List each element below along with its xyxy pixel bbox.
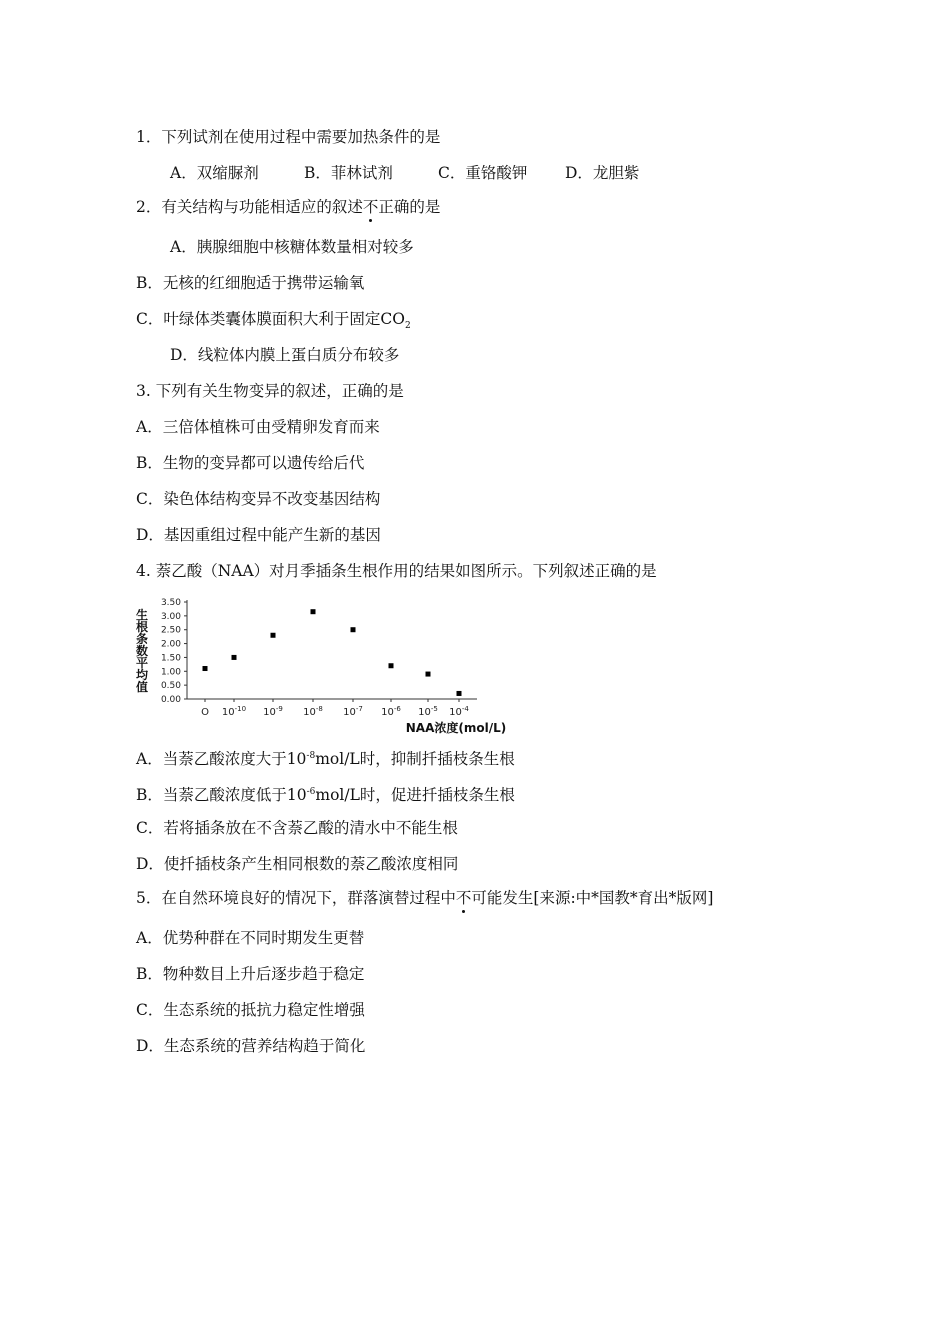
data-point: [311, 609, 316, 614]
q2-stem: [136, 197, 440, 217]
q3-stem: 3. 下列有关生物变异的叙述，正确的是: [136, 382, 404, 400]
q4-stem: 4. 萘乙酸（NAA）对月季插条生根作用的结果如图所示。下列叙述正确的是: [136, 562, 657, 580]
q2-option-c: [136, 309, 411, 336]
q1-option-a: A．双缩脲剂: [170, 164, 259, 182]
q2-option-a: A．胰腺细胞中核糖体数量相对较多: [170, 238, 414, 256]
q2-option-b: B．无核的红细胞适于携带运输氧: [136, 274, 365, 292]
q3-option-c: C．染色体结构变异不改变基因结构: [136, 490, 381, 508]
data-point: [426, 672, 431, 677]
y-axis-title-char: 条: [135, 632, 149, 646]
y-tick-label: 0.50: [160, 681, 181, 692]
q5-stem-before: 5．在自然环境良好的情况下，群落演替过程中: [136, 889, 456, 907]
x-tick-label: O: [201, 707, 209, 718]
y-axis-title-char: 均: [135, 668, 149, 682]
q5-stem-after: 可能发生[来源:中*国教*育出*版网]: [471, 889, 714, 907]
q3-option-d: D．基因重组过程中能产生新的基因: [136, 526, 381, 544]
y-axis-title-char: 值: [135, 680, 149, 694]
q2-stem-after: 正确的是: [378, 198, 441, 216]
q3-option-a: A．三倍体植株可由受精卵发育而来: [136, 418, 380, 436]
y-tick-label: 3.50: [160, 598, 181, 608]
x-tick-label: $10^{-9}$: [263, 705, 283, 718]
q2-option-c-sub: 2: [404, 321, 411, 332]
y-tick-label: 0.00: [160, 695, 181, 705]
data-point: [203, 666, 208, 671]
x-tick-label: $10^{-6}$: [381, 705, 401, 718]
naa-rooting-chart: [132, 592, 552, 742]
y-axis-title-char: 平: [135, 656, 149, 670]
q1-stem: 1．下列试剂在使用过程中需要加热条件的是: [136, 128, 441, 146]
q4-option-b-post: mol/L时，促进扦插枝条生根: [315, 786, 515, 805]
q2-stem-before: 2．有关结构与功能相适应的叙述: [136, 198, 363, 216]
q5-option-d: D．生态系统的营养结构趋于简化: [136, 1037, 366, 1055]
q5-option-c: C．生态系统的抵抗力稳定性增强: [136, 1001, 365, 1019]
x-axis-title: NAA浓度(mol/L): [405, 721, 507, 735]
q4-option-a-sup: -8: [306, 751, 316, 761]
data-point: [389, 663, 394, 668]
q5-option-a: A．优势种群在不同时期发生更替: [136, 929, 365, 947]
q1-option-d: D．龙胆紫: [565, 164, 640, 182]
y-axis-title-char: 根: [135, 620, 149, 634]
x-tick-label: $10^{-7}$: [343, 705, 363, 718]
data-point: [457, 691, 462, 696]
x-tick-label: $10^{-10}$: [221, 705, 247, 718]
q4-option-b: [136, 782, 515, 805]
q5-emphasis-not: 不: [455, 889, 472, 907]
q4-option-c: C．若将插条放在不含萘乙酸的清水中不能生根: [136, 819, 458, 837]
q4-option-a-post: mol/L时，抑制扦插枝条生根: [315, 750, 515, 769]
y-tick-label: 2.00: [160, 639, 181, 650]
x-tick-label: $10^{-5}$: [418, 705, 438, 718]
y-axis-title: [135, 607, 149, 694]
q4-option-b-pre: B．当萘乙酸浓度低于10: [136, 786, 307, 805]
q2-option-c-text: C．叶绿体类囊体膜面积大利于固定CO: [136, 310, 405, 328]
data-point: [232, 655, 237, 660]
y-tick-label: 3.00: [160, 611, 181, 622]
q2-option-d: D．线粒体内膜上蛋白质分布较多: [170, 346, 400, 364]
y-axis-title-char: 生: [135, 608, 149, 622]
x-tick-label: $10^{-4}$: [449, 705, 469, 718]
q3-option-b: B．生物的变异都可以遗传给后代: [136, 454, 365, 472]
q5-option-b: B．物种数目上升后逐步趋于稳定: [136, 965, 365, 983]
q1-option-c: C．重铬酸钾: [438, 164, 528, 182]
q4-option-a-pre: A．当萘乙酸浓度大于10: [136, 750, 307, 769]
q1-option-b: B．菲林试剂: [304, 164, 393, 182]
data-point: [351, 627, 356, 632]
q5-stem: [136, 888, 713, 908]
y-tick-label: 1.00: [160, 667, 181, 678]
q4-option-b-sup: -6: [306, 787, 316, 797]
y-axis-title-char: 数: [135, 644, 149, 658]
q4-option-a: [136, 746, 515, 769]
q4-option-d: D．使扦插枝条产生相同根数的萘乙酸浓度相同: [136, 855, 459, 873]
x-tick-label: $10^{-8}$: [303, 705, 323, 718]
data-point: [271, 633, 276, 638]
y-tick-label: 2.50: [160, 625, 181, 636]
y-tick-label: 1.50: [160, 653, 181, 664]
q2-emphasis-not: 不: [362, 198, 379, 216]
